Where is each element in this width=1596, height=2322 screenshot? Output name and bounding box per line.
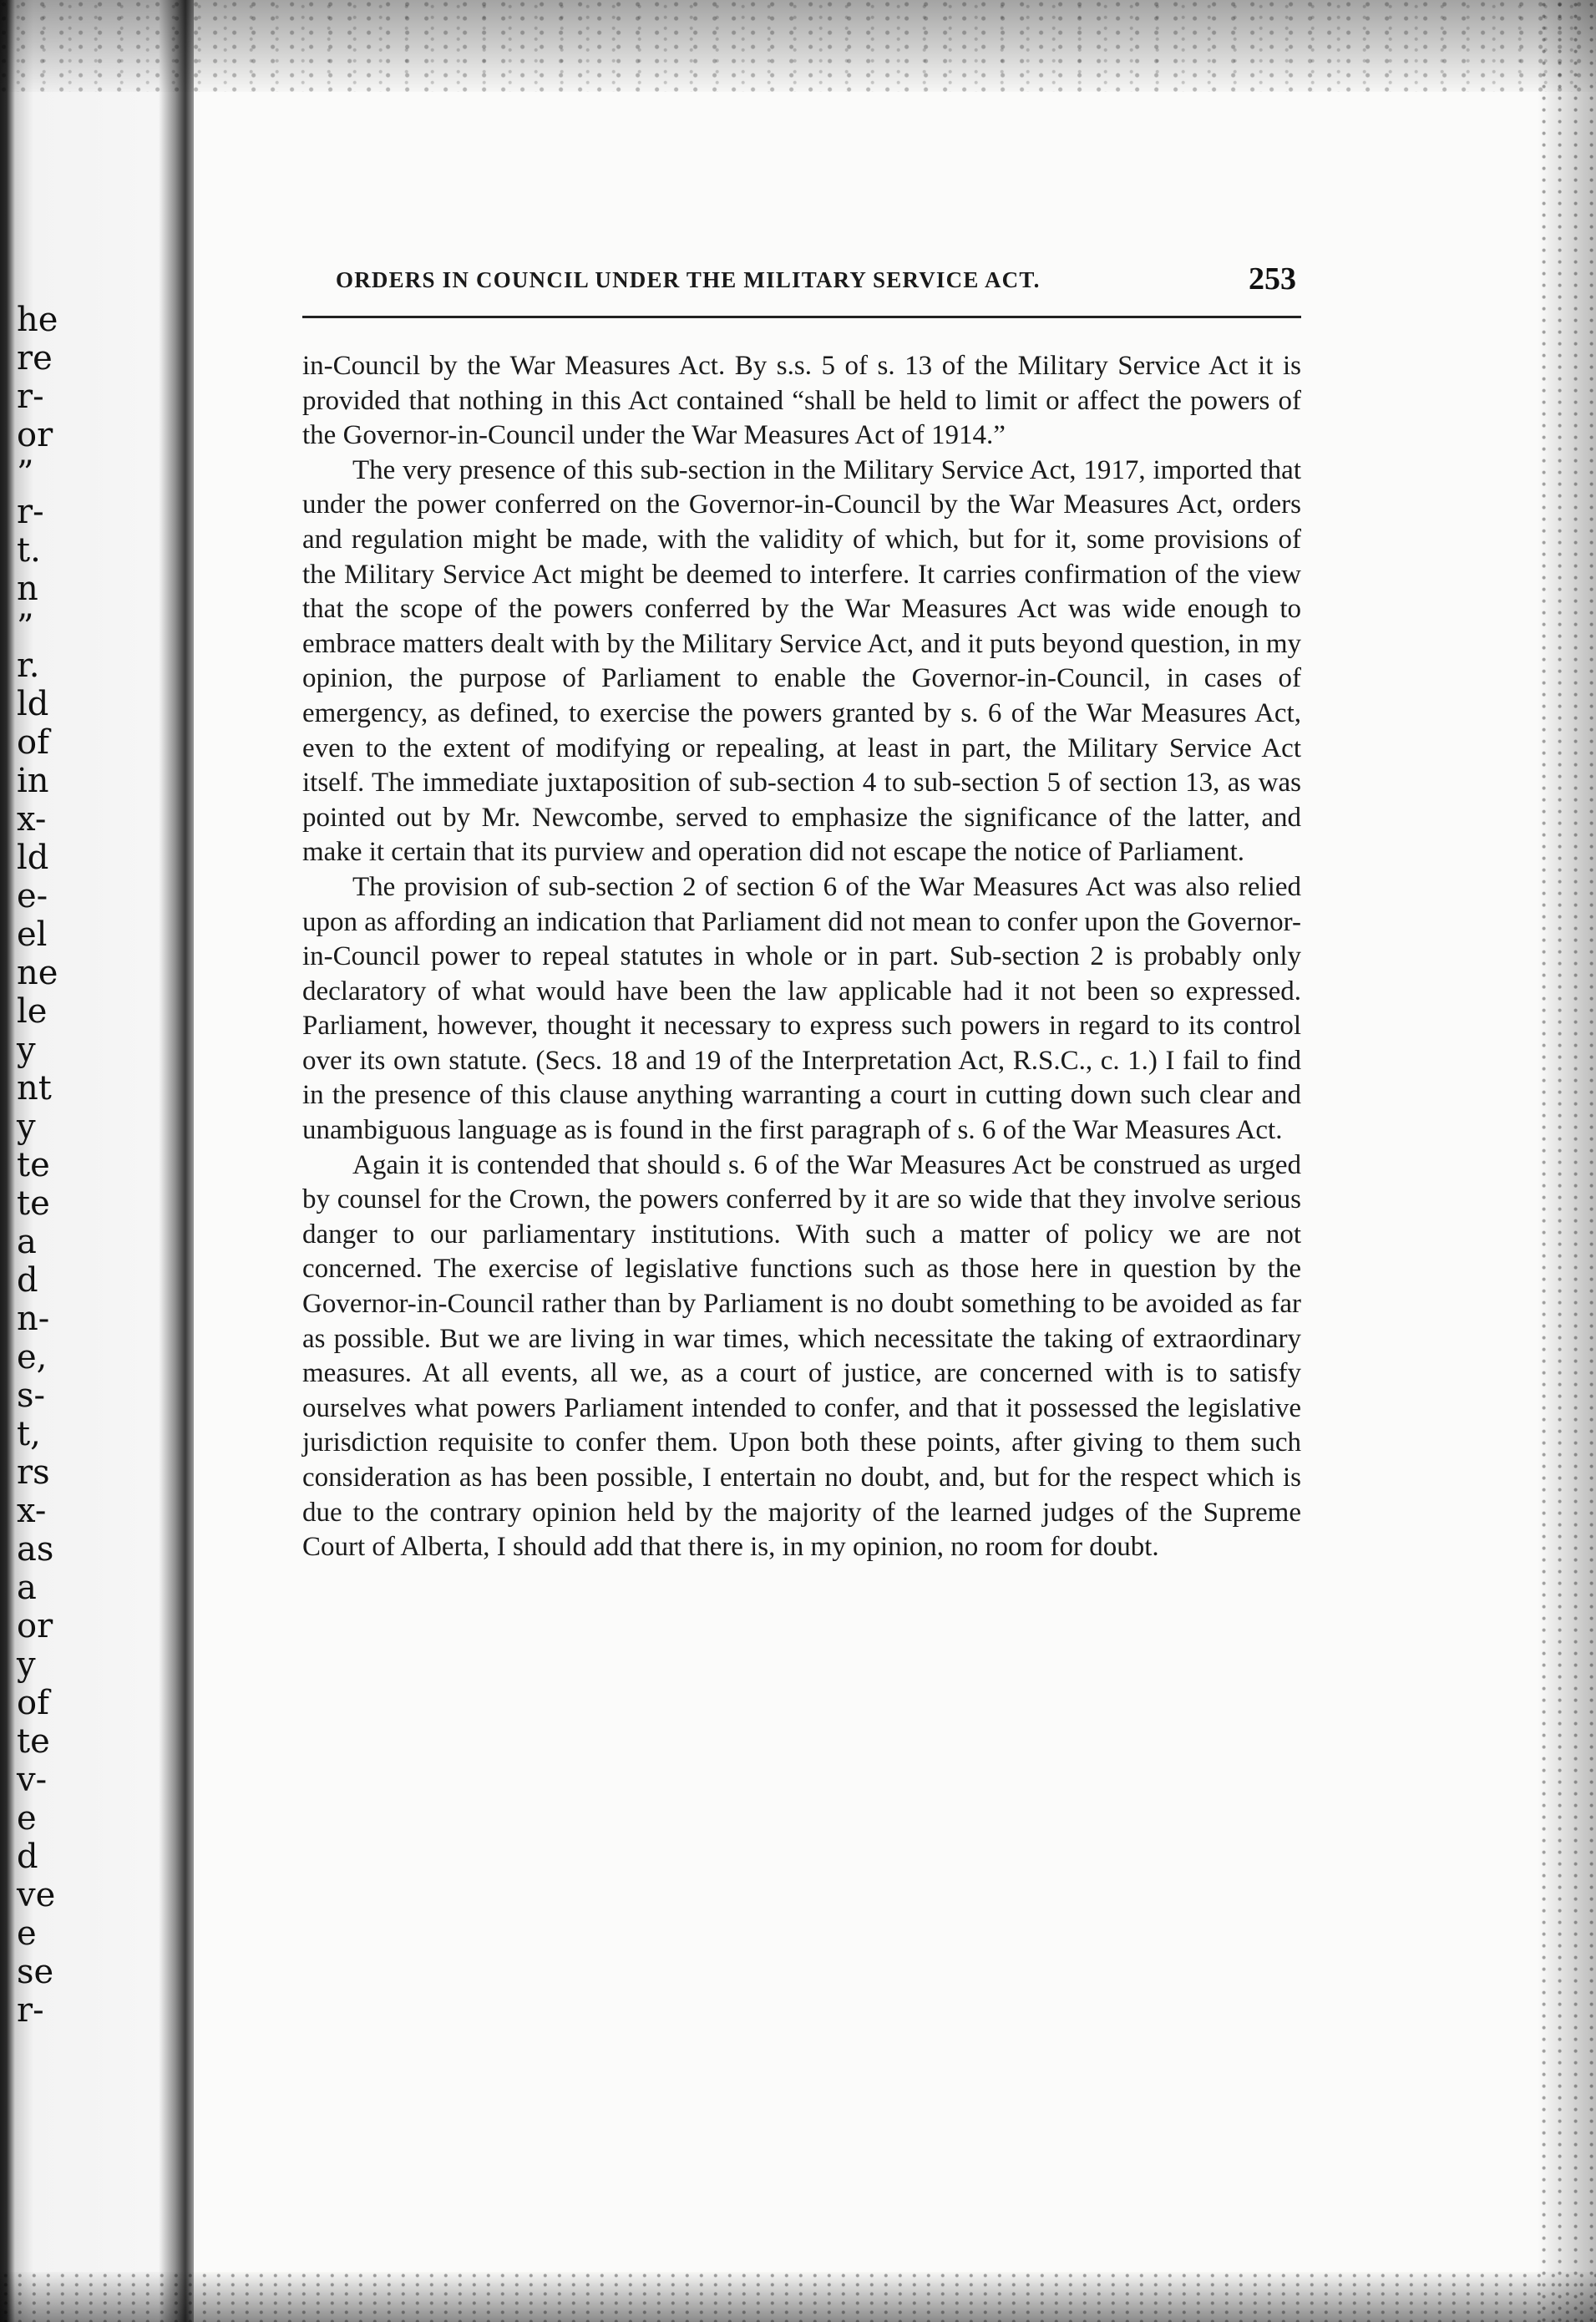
paragraph: in-Council by the War Measures Act. By s.s. 5 of s. 13 of the Military Service Act it is provided that nothing in this Act contained “shall be held to limit or affect the powers of the Governor-in-Council under the War Measures Act of 1914.” <box>302 351 1301 451</box>
gutter-fragment: r- <box>17 1991 44 2030</box>
gutter-fragment: el <box>17 915 48 954</box>
paragraph: The provision of sub-section 2 of section 6 of the War Measures Act was also relied upon as affording an indication that Parliament did not mean to confer upon the Governor-in-Council power to repeal statutes in whole or in part. Sub-section 2 is probably only declaratory of what would have been the law applicable had it not been so expressed. Parliament, however, thought it necessary to express such powers in regard to its control over its own statute. (Secs. 18 and 19 of the Interpretation Act, R.S.C., c. 1.) I fail to find in the presence of this clause anything warranting a court in cutting down such clear and unambiguous language as is found in the first paragraph of s. 6 of the War Measures Act. <box>302 871 1301 1146</box>
gutter-fragment: te <box>17 1184 50 1223</box>
gutter-fragment: te <box>17 1722 50 1761</box>
gutter-fragment: re <box>17 339 53 378</box>
gutter-fragment: n <box>17 570 38 608</box>
gutter-fragment: d <box>17 1838 38 1876</box>
page-header <box>302 261 1301 311</box>
gutter-fragment: a <box>17 1223 37 1261</box>
gutter-fragment: in <box>17 762 49 800</box>
gutter-fragment: e, <box>17 1338 48 1376</box>
scan-noise-top <box>0 0 1596 92</box>
gutter-fragment: r- <box>17 493 44 531</box>
gutter-fragment: or <box>17 416 53 454</box>
gutter-fragment: le <box>17 992 48 1031</box>
scan-noise-bottom <box>0 2272 1596 2322</box>
gutter-fragment: n- <box>17 1300 50 1338</box>
gutter-fragment: nt <box>17 1069 52 1108</box>
gutter-fragment: ve <box>17 1876 56 1914</box>
gutter-fragment: of <box>17 1684 49 1722</box>
body-text <box>302 349 1301 1565</box>
gutter-fragment: y <box>17 1645 36 1684</box>
gutter-fragment: ” <box>17 608 34 646</box>
gutter-fragment: se <box>17 1953 54 1991</box>
facing-page-fragments <box>17 0 142 2322</box>
gutter-fragment: t, <box>17 1415 41 1453</box>
gutter-fragment: y <box>17 1108 36 1146</box>
page-number: 253 <box>1249 261 1296 297</box>
gutter-fragment: ne <box>17 954 58 992</box>
gutter-fragment: r. <box>17 646 40 685</box>
gutter-fragment: r- <box>17 378 44 416</box>
gutter-fragment: a <box>17 1569 37 1607</box>
gutter-fragment: as <box>17 1530 54 1569</box>
gutter-fragment: ” <box>17 454 34 493</box>
gutter-fragment: of <box>17 723 49 762</box>
gutter-fragment: t. <box>17 531 41 570</box>
gutter-fragment: d <box>17 1261 38 1300</box>
paragraph: Again it is contended that should s. 6 of the War Measures Act be construed as urged by counsel for the Crown, the powers conferred by it are so wide that they involve serious danger to our parliamentary institutions. With such a matter of policy we are not concerned. The exercise of legislative functions such as those here in question by the Governor-in-Council rather than by Parliament is no doubt something to be avoided as far as possible. But we are living in war times, which necessitate the taking of extraordinary measures. At all events, all we, as a court of justice, are concerned with is to satisfy ourselves what powers Parliament intended to confer, and that it possessed the legislative jurisdiction requisite to confer them. Upon both these points, after giving to them such consideration as has been possible, I entertain no doubt, and, but for the respect which is due to the contrary opinion held by the majority of the learned judges of the Supreme Court of Alberta, I should add that there is, in my opinion, no room for doubt. <box>302 1149 1301 1563</box>
gutter-fragment: e- <box>17 877 48 915</box>
gutter-fragment: te <box>17 1146 50 1184</box>
gutter-fragment: or <box>17 1607 53 1645</box>
paragraph: The very presence of this sub-section in the Military Service Act, 1917, imported that under the power conferred on the Governor-in-Council by the War Measures Act, orders and regulation might be made, with the validity of which, but for it, some provisions of the Military Service Act might be deemed to interfere. It carries confirmation of the view that the scope of the powers conferred by the War Measures Act was wide enough to embrace matters dealt with by the Military Service Act, and it puts beyond question, in my opinion, the purpose of Parliament to enable the Governor-in-Council, in cases of emergency, as defined, to exercise the powers granted by s. 6 of the War Measures Act, even to the extent of modifying or repealing, at least in part, the Military Service Act itself. The immediate juxtaposition of sub-section 4 to sub-section 5 of section 13, as was pointed out by Mr. Newcombe, served to emphasize the significance of the latter, and make it certain that its purview and operation did not escape the notice of Parliament. <box>302 454 1301 868</box>
gutter-fragment: ld <box>17 839 49 877</box>
gutter-fragment: ld <box>17 685 49 723</box>
scan-noise-right <box>1538 0 1596 2322</box>
running-head: ORDERS IN COUNCIL UNDER THE MILITARY SERVICE ACT. <box>336 267 1041 292</box>
gutter-fragment: e <box>17 1914 37 1953</box>
gutter-fragment: x- <box>17 1492 47 1530</box>
gutter-fragment: s- <box>17 1376 46 1415</box>
gutter-fragment: e <box>17 1799 37 1838</box>
header-rule <box>302 316 1301 318</box>
gutter-fragment: y <box>17 1031 36 1069</box>
gutter-fragment: x- <box>17 800 47 839</box>
gutter-fragment: he <box>17 301 58 339</box>
gutter-fragment: rs <box>17 1453 50 1492</box>
gutter-fragment: v- <box>17 1761 48 1799</box>
